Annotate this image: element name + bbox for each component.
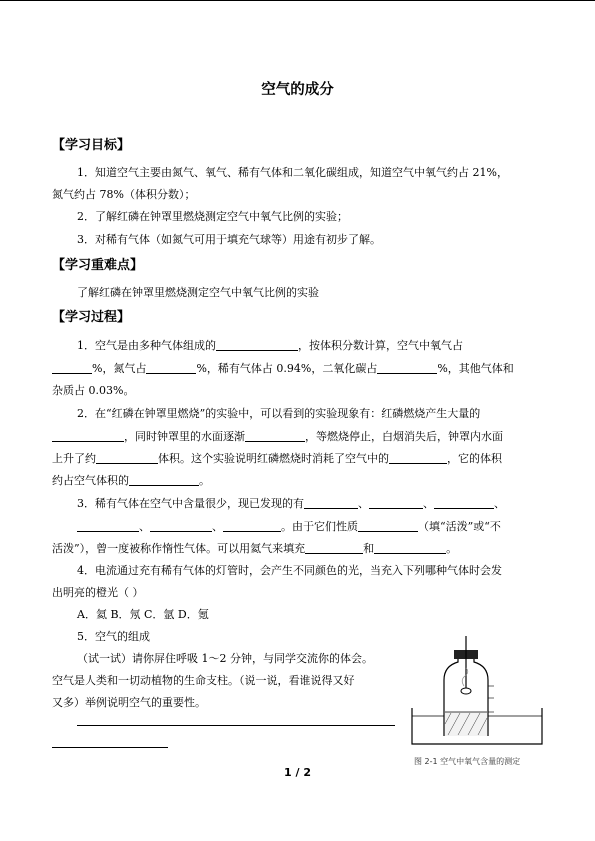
- q3-line-2: 、 、 。由于它们性质 （填“活泼”或“不: [77, 518, 501, 534]
- q1-blank-nitrogen[interactable]: [146, 362, 196, 374]
- jar-water: [445, 712, 487, 736]
- q3-blank-use-2[interactable]: [374, 542, 446, 554]
- q2-line-1: 2．在“红磷在钟罩里燃烧”的实验中，可以看到的实验现象有：红磷燃烧产生大量的: [77, 407, 481, 420]
- q2-blank-volume[interactable]: [129, 474, 199, 486]
- goals-heading: 【学习目标】: [52, 138, 131, 153]
- q3-blank-gas-6[interactable]: [223, 520, 281, 532]
- q3-blank-gas-2[interactable]: [369, 497, 423, 509]
- q2-blank-fraction[interactable]: [96, 452, 158, 464]
- q3-blank-gas-3[interactable]: [434, 497, 494, 509]
- key-points-heading: 【学习重难点】: [52, 258, 144, 273]
- q1-line-2: %，氮气占 %，稀有气体占 0.94%，二氧化碳占 %，其他气体和: [52, 360, 514, 376]
- q1-line-1: 1．空气是由多种气体组成的 ，按体积分数计算，空气中氧气占: [77, 339, 463, 352]
- q4-line-2: 出明亮的橙光（ ）: [52, 586, 144, 599]
- q3-blank-gas-1[interactable]: [304, 497, 358, 509]
- goal-2: 2．了解红磷在钟罩里燃烧测定空气中氧气比例的实验；: [77, 210, 348, 223]
- q2-blank-water[interactable]: [245, 430, 305, 442]
- q1-blank-co2[interactable]: [377, 362, 437, 374]
- q2-line-2: ，同时钟罩里的水面逐渐 ，等燃烧停止，白烟消失后，钟罩内水面: [52, 428, 503, 444]
- page-number: 1 / 2: [284, 766, 311, 779]
- q5-heading: 5．空气的组成: [77, 630, 150, 643]
- q3-blank-gas-4[interactable]: [77, 520, 139, 532]
- goal-1-line-1: 1．知道空气主要由氮气、氧气、稀有气体和二氧化碳组成，知道空气中氧气约占 21%，: [77, 166, 508, 179]
- q3-blank-property[interactable]: [358, 520, 418, 532]
- q2-line-3: 上升了约 体积。这个实验说明红磷燃烧时消耗了空气中的 ，它的体积: [52, 452, 502, 465]
- goal-3: 3．对稀有气体（如氮气可用于填充气球等）用途有初步了解。: [77, 233, 381, 246]
- q2-blank-smoke[interactable]: [52, 430, 124, 442]
- page-title: 空气的成分: [261, 82, 334, 98]
- q1-line-3: 杂质占 0.03%。: [52, 384, 135, 397]
- goal-1-line-2: 氮气约占 78%（体积分数）；: [52, 188, 196, 201]
- q4-options[interactable]: A．氦 B．氖 C．氩 D．氪: [77, 608, 209, 621]
- q2-blank-consumed[interactable]: [389, 452, 447, 464]
- key-point-text: 了解红磷在钟罩里燃烧测定空气中氧气比例的实验: [77, 286, 319, 299]
- combustion-spoon: [461, 688, 471, 694]
- answer-line-2[interactable]: [52, 747, 168, 748]
- q3-blank-gas-5[interactable]: [150, 520, 212, 532]
- q1-blank-gases[interactable]: [216, 339, 298, 351]
- q5-line-3: 又多）举例说明空气的重要性。: [52, 696, 206, 709]
- process-heading: 【学习过程】: [52, 310, 131, 325]
- q3-line-1: 3．稀有气体在空气中含量很少，现已发现的有 、 、 、: [77, 497, 505, 510]
- figure-caption: 图 2-1 空气中氧气含量的测定: [414, 757, 521, 766]
- q1-blank-oxygen[interactable]: [52, 362, 92, 374]
- bell-jar-figure: [408, 636, 548, 771]
- answer-line-1[interactable]: [77, 725, 395, 726]
- q3-blank-use-1[interactable]: [305, 542, 363, 554]
- q5-line-2: 空气是人类和一切动植物的生命支柱。（说一说，看谁说得又好: [52, 674, 355, 687]
- q2-line-4: 约占空气体积的 。: [52, 474, 210, 487]
- top-rule: [0, 0, 595, 1]
- q4-line-1: 4．电流通过充有稀有气体的灯管时，会产生不同颜色的光，当充入下列哪种气体时会发: [77, 564, 502, 577]
- q5-line-1: （试一试）请你屏住呼吸 1～2 分钟，与同学交流你的体会。: [77, 652, 373, 665]
- q3-line-3: 活泼”），曾一度被称作惰性气体。可以用氦气来填充 和 。: [52, 542, 458, 555]
